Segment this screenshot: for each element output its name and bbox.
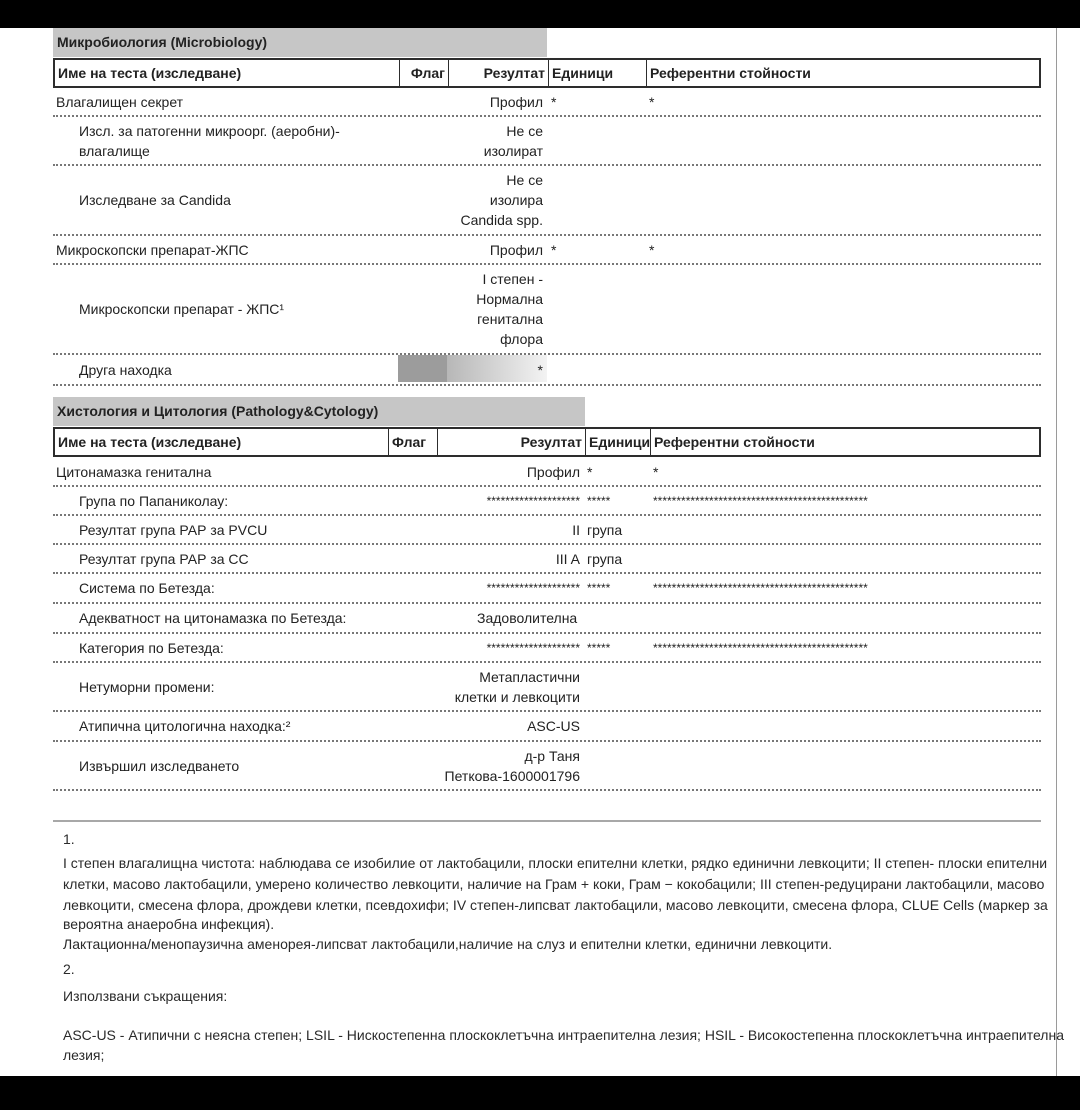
footnote-number-1: 1. xyxy=(63,831,75,847)
test-name: Атипична цитологична находка:² xyxy=(79,718,291,734)
table-row xyxy=(53,604,1041,634)
footnote-text: лезия; xyxy=(63,1047,105,1063)
flag-shading xyxy=(398,355,447,382)
col-header-name: Име на теста (изследване) xyxy=(55,60,400,86)
test-units: ***** xyxy=(587,581,611,595)
test-result-line: Петкова-1600001796 xyxy=(444,767,580,784)
test-result-line: Candida spp. xyxy=(460,212,543,228)
footnote-separator xyxy=(53,820,1041,822)
test-result: II xyxy=(572,521,580,538)
test-name: Нетуморни промени: xyxy=(79,678,215,695)
footnote-number-2: 2. xyxy=(63,961,75,977)
test-result: * xyxy=(537,361,543,378)
test-result-line: Метапластични xyxy=(479,668,580,685)
test-reference: * xyxy=(653,463,659,480)
test-result: Профил xyxy=(489,241,543,258)
col-header-units: Единици xyxy=(549,60,647,86)
table-row xyxy=(53,712,1041,742)
footnote-text: I степен влагалищна чистота: наблюдава се изобилие от лактобацили, плоски епителни клетки, рядко единични левкоцити; II степен- плоски епителни xyxy=(63,855,1048,871)
test-name xyxy=(79,117,340,164)
table-row xyxy=(53,545,1041,574)
test-reference: ********************************************** xyxy=(653,581,868,595)
table-row xyxy=(53,516,1041,545)
test-name: Цитонамазка генитална xyxy=(56,463,212,480)
test-result: ******************** xyxy=(486,640,580,655)
test-units: * xyxy=(551,93,557,110)
test-result-line: флора xyxy=(500,331,543,347)
test-result-line: Не се xyxy=(506,122,543,139)
test-units: ***** xyxy=(587,640,611,655)
footnote-text: вероятна анаеробна инфекция). xyxy=(63,916,275,932)
test-name-line: Изсл. за патогенни микроорг. (аеробни)- xyxy=(79,122,340,139)
test-result-line: изолира xyxy=(489,192,543,208)
test-result-line: д-р Таня xyxy=(524,747,580,764)
test-units: * xyxy=(587,463,593,480)
table-row xyxy=(53,355,1041,386)
test-reference: * xyxy=(649,241,655,258)
test-result xyxy=(447,166,543,234)
test-name: Извършил изследването xyxy=(79,757,240,774)
page-border xyxy=(1056,28,1057,1076)
table-header-microbiology xyxy=(53,58,1041,88)
test-name: Друга находка xyxy=(79,361,172,378)
test-name: Микроскопски препарат - ЖПС¹ xyxy=(79,301,285,317)
table-row xyxy=(53,574,1041,604)
test-units: група xyxy=(587,550,623,567)
col-header-reference: Референтни стойности xyxy=(650,65,811,81)
test-result: ******************** xyxy=(486,493,580,508)
test-result xyxy=(436,663,580,710)
test-name: Влагалищен секрет xyxy=(56,93,184,110)
col-header-result: Резултат xyxy=(449,60,549,86)
col-header-name: Име на теста (изследване) xyxy=(55,429,389,455)
col-header-units: Единици xyxy=(586,429,651,455)
test-units: * xyxy=(551,241,557,258)
table-row xyxy=(53,88,1041,117)
test-result-line: Не се xyxy=(506,172,543,188)
table-row xyxy=(53,742,1041,791)
test-name-line: влагалище xyxy=(79,142,150,159)
table-row xyxy=(53,663,1041,712)
table-row xyxy=(53,487,1041,516)
test-result-line: I степен - xyxy=(482,271,543,287)
test-name: Адекватност на цитонамазка по Бетезда: xyxy=(79,610,347,626)
footnote-text: клетки, масово лактобацили, умерено количество левкоцити, наличие на Грам + коки, Грам − кокобацили; III степен-редуцирани лактобацили, масово xyxy=(63,876,1045,892)
footnote-text: Използвани съкращения: xyxy=(63,988,228,1004)
section-title-histology: Хистология и Цитология (Pathology&Cytology) xyxy=(53,397,585,426)
test-result xyxy=(447,265,543,353)
test-result xyxy=(447,117,543,164)
test-result: ASC-US xyxy=(527,718,580,734)
test-units: ***** xyxy=(587,493,611,508)
lab-report-page xyxy=(0,28,1080,1076)
test-result: Профил xyxy=(526,463,580,480)
test-name: Изследване за Candida xyxy=(79,192,231,208)
test-result: III A xyxy=(555,550,580,567)
table-row xyxy=(53,117,1041,166)
footnote-text: Лактационна/менопаузична аменорея-липсват лактобацили,наличие на слуз и епителни клетки, единични левкоцити. xyxy=(63,936,833,952)
test-units: група xyxy=(587,521,623,538)
test-result: Профил xyxy=(489,93,543,110)
test-result: ******************** xyxy=(486,581,580,595)
test-name: Резултат група РАР за PVCU xyxy=(79,521,268,538)
test-name: Резултат група РАР за СС xyxy=(79,550,249,567)
col-header-flag: Флаг xyxy=(400,60,449,86)
test-result-line: Нормална xyxy=(476,291,543,307)
table-row xyxy=(53,166,1041,236)
test-result-line: клетки и левкоцити xyxy=(454,688,580,705)
table-row xyxy=(53,634,1041,663)
test-reference: ********************************************** xyxy=(653,493,868,508)
test-result xyxy=(436,742,580,789)
col-header-result: Резултат xyxy=(438,429,586,455)
test-result-line: генитална xyxy=(477,311,543,327)
test-name: Група по Папаниколау: xyxy=(79,492,229,509)
test-name: Микроскопски препарат-ЖПС xyxy=(56,241,249,258)
test-reference: * xyxy=(649,93,655,110)
col-header-reference: Референтни стойности xyxy=(654,434,815,450)
test-result-line: изолират xyxy=(483,142,543,159)
test-name: Система по Бетезда: xyxy=(79,580,215,596)
section-title-microbiology: Микробиология (Microbiology) xyxy=(53,28,547,57)
col-header-flag: Флаг xyxy=(389,429,438,455)
table-row xyxy=(53,236,1041,265)
table-row xyxy=(53,458,1041,487)
table-header-histology xyxy=(53,427,1041,457)
table-row xyxy=(53,265,1041,355)
footnote-text: левкоцити, смесена флора, дрождеви клетки, псевдохифи; IV степен-липсват лактобацили, масово левкоцити, смесена флора, CLUE Cells (маркер за xyxy=(63,897,1048,913)
test-reference: ********************************************** xyxy=(653,640,868,655)
test-name: Категория по Бетезда: xyxy=(79,639,224,656)
footnote-text: ASC-US - Атипични с неясна степен; LSIL - Нискостепенна плоскоклетъчна интраепителна лезия; HSIL - Високостепенна плоскоклетъчна интраепителна xyxy=(63,1027,1064,1043)
test-result: Задоволителна xyxy=(477,610,578,626)
